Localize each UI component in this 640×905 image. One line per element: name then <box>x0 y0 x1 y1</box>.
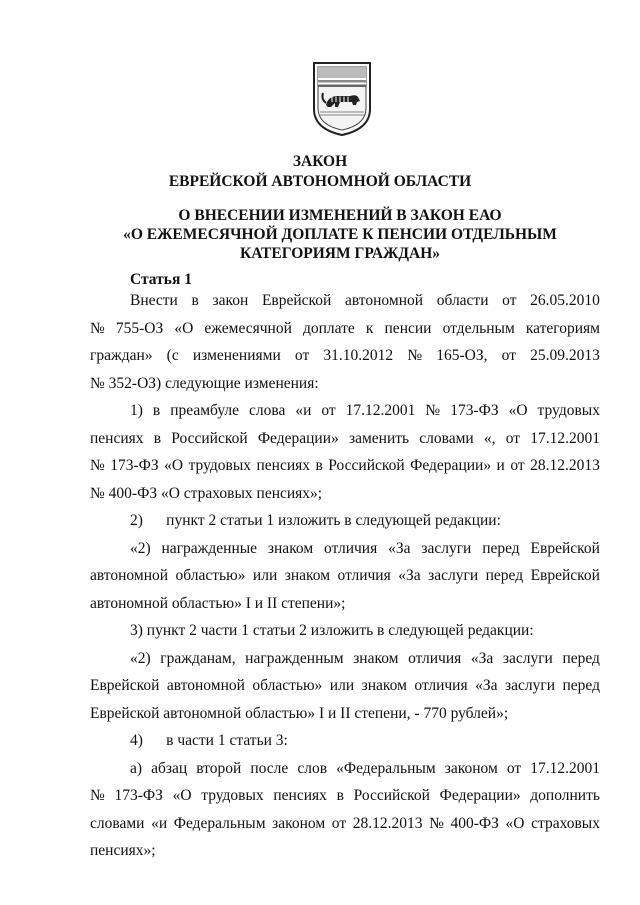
text-line: «2) награжденные знаком отличия «За заслуги перед Еврейской <box>130 539 600 557</box>
text-line: 3) пункт 2 части 1 статьи 2 изложить в следующей редакции: <box>130 622 534 639</box>
text-line: а) абзац второй после слов «Федеральным законом от 17.12.2001 <box>130 759 600 777</box>
text-line: № 173-ФЗ «О трудовых пенсиях в Российской Федерации» и от 28.12.2013 <box>90 457 600 474</box>
text-line: 4) в части 1 статьи 3: <box>130 732 288 749</box>
text-line: автономной областью» или знаком отличия «За заслуги перед Еврейской <box>90 567 600 584</box>
law-title-line: О ВНЕСЕНИИ ИЗМЕНЕНИЙ В ЗАКОН ЕАО <box>178 207 502 224</box>
paragraph <box>90 397 600 507</box>
paragraph <box>90 287 600 397</box>
text-line: № 755-ОЗ «О ежемесячной доплате к пенсии отдельным категориям <box>90 319 600 337</box>
text-line: граждан» (с изменениями от 31.10.2012 № 165-ОЗ, от 25.09.2013 <box>90 347 600 364</box>
coat-of-arms-emblem <box>310 57 374 137</box>
law-title <box>100 206 580 263</box>
paragraph <box>90 727 600 755</box>
paragraph <box>90 535 600 618</box>
text-line: пенсиях»; <box>90 842 156 859</box>
law-title-line: КАТЕГОРИЯМ ГРАЖДАН» <box>239 245 441 262</box>
paragraph <box>90 617 600 645</box>
text-line: 2) пункт 2 статьи 1 изложить в следующей редакции: <box>130 512 501 529</box>
article-heading: Статья 1 <box>130 271 192 288</box>
text-line: № 352-ОЗ) следующие изменения: <box>90 374 319 392</box>
text-line: словами «и Федеральным законом от 28.12.2013 № 400-ФЗ «О страховых <box>90 814 600 832</box>
text-line: № 173-ФЗ «О трудовых пенсиях в Российской Федерации» дополнить <box>90 787 600 804</box>
text-line: 1) в преамбуле слова «и от 17.12.2001 № 173-ФЗ «О трудовых <box>130 402 600 419</box>
text-line: автономной областью» I и II степени»; <box>90 594 346 612</box>
paragraph <box>90 645 600 728</box>
text-line: № 400-ФЗ «О страховых пенсиях»; <box>90 484 323 502</box>
document-type-heading: ЗАКОН <box>292 153 348 170</box>
text-line: «2) гражданам, награжденным знаком отличия «За заслуги перед <box>130 649 600 667</box>
text-line: Еврейской автономной областью» I и II степени, - 770 рублей»; <box>90 704 509 722</box>
region-heading: ЕВРЕЙСКОЙ АВТОНОМНОЙ ОБЛАСТИ <box>168 173 472 190</box>
text-line: пенсиях в Российской Федерации» заменить словами «, от 17.12.2001 <box>90 429 600 447</box>
paragraph <box>90 507 600 535</box>
text-line: Еврейской автономной областью» или знаком отличия «За заслуги перед <box>90 677 600 694</box>
law-title-line: «О ЕЖЕМЕСЯЧНОЙ ДОПЛАТЕ К ПЕНСИИ ОТДЕЛЬНЫМ <box>123 226 557 243</box>
text-line: Внести в закон Еврейской автономной области от 26.05.2010 <box>130 292 600 309</box>
body-text <box>90 287 600 865</box>
paragraph <box>90 755 600 865</box>
